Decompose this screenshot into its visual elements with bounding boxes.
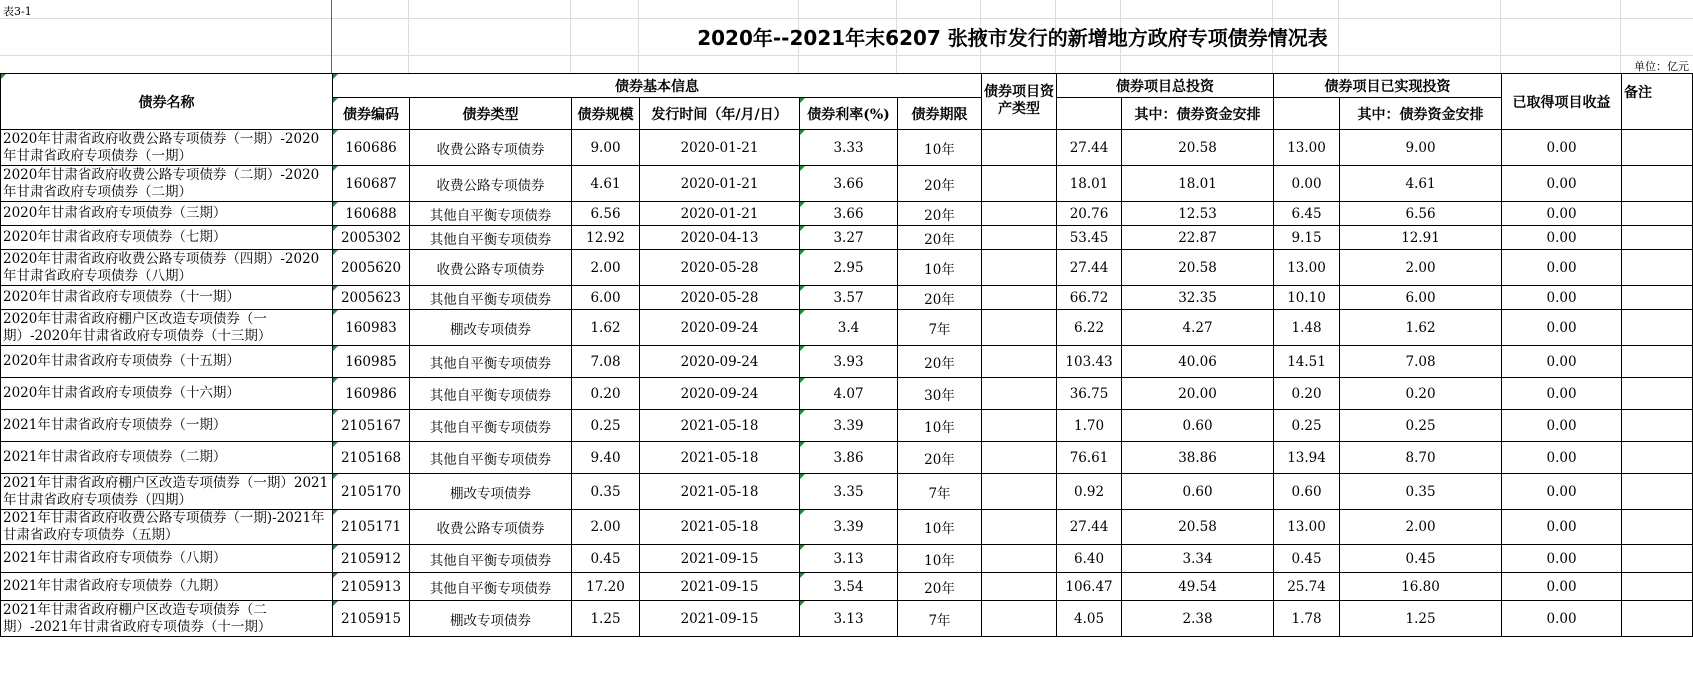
- table-row: [1, 410, 1693, 442]
- cell-total-invest: 66.72: [1057, 286, 1122, 310]
- cell-scale: 6.00: [572, 286, 640, 310]
- cell-note: [1622, 286, 1693, 310]
- cell-total-invest-bond: 2.38: [1122, 601, 1274, 637]
- cell-note: [1622, 166, 1693, 202]
- cell-note: [1622, 545, 1693, 573]
- header-total-invest-sub: 其中：债券资金安排: [1122, 98, 1274, 130]
- header-asset-type: 债券项目资产类型: [982, 74, 1057, 130]
- cell-realized-invest-bond: 9.00: [1340, 130, 1502, 166]
- cell-asset-type: [982, 573, 1057, 601]
- cell-date: 2020-09-24: [640, 310, 800, 346]
- cell-income: 0.00: [1502, 410, 1622, 442]
- cell-rate: 3.54: [800, 573, 898, 601]
- cell-date: 2021-09-15: [640, 573, 800, 601]
- table-row: [1, 510, 1693, 545]
- cell-total-invest: 103.43: [1057, 346, 1122, 378]
- cell-realized-invest: 1.78: [1274, 601, 1340, 637]
- cell-name: 2021年甘肃省政府收费公路专项债券（一期)-2021年甘肃省政府专项债券（五期）: [1, 510, 333, 545]
- cell-term: 20年: [898, 346, 982, 378]
- cell-name: 2020年甘肃省政府专项债券（七期）: [1, 226, 333, 250]
- cell-term: 20年: [898, 442, 982, 474]
- table-row: [1, 250, 1693, 286]
- cell-code: 2105167: [333, 410, 410, 442]
- cell-total-invest-bond: 12.53: [1122, 202, 1274, 226]
- cell-realized-invest: 13.00: [1274, 510, 1340, 545]
- cell-term: 20年: [898, 286, 982, 310]
- cell-date: 2020-01-21: [640, 202, 800, 226]
- cell-realized-invest: 0.00: [1274, 166, 1340, 202]
- cell-type: 其他自平衡专项债券: [410, 286, 572, 310]
- cell-realized-invest-bond: 0.35: [1340, 474, 1502, 510]
- cell-asset-type: [982, 130, 1057, 166]
- cell-date: 2021-05-18: [640, 474, 800, 510]
- cell-income: 0.00: [1502, 442, 1622, 474]
- cell-scale: 7.08: [572, 346, 640, 378]
- table-row: [1, 573, 1693, 601]
- cell-realized-invest-bond: 1.62: [1340, 310, 1502, 346]
- cell-income: 0.00: [1502, 545, 1622, 573]
- cell-code: 2005620: [333, 250, 410, 286]
- cell-rate: 3.35: [800, 474, 898, 510]
- cell-name: 2020年甘肃省政府专项债券（三期）: [1, 202, 333, 226]
- cell-total-invest-bond: 18.01: [1122, 166, 1274, 202]
- cell-realized-invest: 6.45: [1274, 202, 1340, 226]
- cell-type: 其他自平衡专项债券: [410, 378, 572, 410]
- cell-term: 10年: [898, 545, 982, 573]
- cell-type: 棚改专项债券: [410, 474, 572, 510]
- cell-realized-invest: 14.51: [1274, 346, 1340, 378]
- cell-note: [1622, 130, 1693, 166]
- cell-income: 0.00: [1502, 130, 1622, 166]
- cell-type: 收费公路专项债券: [410, 166, 572, 202]
- cell-rate: 3.57: [800, 286, 898, 310]
- cell-asset-type: [982, 545, 1057, 573]
- cell-name: 2021年甘肃省政府专项债券（一期）: [1, 410, 333, 442]
- cell-type: 收费公路专项债券: [410, 510, 572, 545]
- cell-total-invest: 76.61: [1057, 442, 1122, 474]
- cell-name: 2020年甘肃省政府专项债券（十一期）: [1, 286, 333, 310]
- cell-date: 2020-01-21: [640, 166, 800, 202]
- cell-asset-type: [982, 442, 1057, 474]
- cell-total-invest-bond: 40.06: [1122, 346, 1274, 378]
- cell-code: 160688: [333, 202, 410, 226]
- cell-date: 2021-05-18: [640, 442, 800, 474]
- cell-scale: 0.35: [572, 474, 640, 510]
- bond-table-body: [1, 130, 1693, 637]
- cell-asset-type: [982, 346, 1057, 378]
- cell-realized-invest-bond: 1.25: [1340, 601, 1502, 637]
- cell-type: 其他自平衡专项债券: [410, 573, 572, 601]
- cell-total-invest-bond: 0.60: [1122, 474, 1274, 510]
- cell-total-invest: 6.22: [1057, 310, 1122, 346]
- cell-term: 30年: [898, 378, 982, 410]
- cell-asset-type: [982, 286, 1057, 310]
- header-note: 备注: [1622, 74, 1693, 130]
- table-row: [1, 202, 1693, 226]
- cell-name: 2021年甘肃省政府专项债券（八期）: [1, 545, 333, 573]
- cell-name: 2021年甘肃省政府专项债券（九期）: [1, 573, 333, 601]
- cell-rate: 3.93: [800, 346, 898, 378]
- cell-date: 2021-09-15: [640, 545, 800, 573]
- cell-date: 2021-05-18: [640, 510, 800, 545]
- cell-code: 160687: [333, 166, 410, 202]
- cell-name: 2021年甘肃省政府专项债券（二期）: [1, 442, 333, 474]
- cell-rate: 3.39: [800, 510, 898, 545]
- cell-asset-type: [982, 202, 1057, 226]
- cell-rate: 3.13: [800, 601, 898, 637]
- cell-code: 160983: [333, 310, 410, 346]
- table-row: [1, 346, 1693, 378]
- table-row: [1, 286, 1693, 310]
- cell-date: 2020-01-21: [640, 130, 800, 166]
- cell-realized-invest: 25.74: [1274, 573, 1340, 601]
- cell-realized-invest: 13.00: [1274, 250, 1340, 286]
- table-row: [1, 442, 1693, 474]
- cell-realized-invest: 10.10: [1274, 286, 1340, 310]
- cell-total-invest: 0.92: [1057, 474, 1122, 510]
- table-row: [1, 130, 1693, 166]
- cell-total-invest: 20.76: [1057, 202, 1122, 226]
- cell-rate: 3.13: [800, 545, 898, 573]
- cell-realized-invest-bond: 7.08: [1340, 346, 1502, 378]
- header-scale: 债券规模: [572, 98, 640, 130]
- cell-realized-invest: 0.25: [1274, 410, 1340, 442]
- cell-total-invest: 36.75: [1057, 378, 1122, 410]
- cell-scale: 12.92: [572, 226, 640, 250]
- header-total-invest: 债券项目总投资: [1057, 74, 1274, 98]
- cell-code: 2105171: [333, 510, 410, 545]
- cell-name: 2020年甘肃省政府收费公路专项债券（四期）-2020年甘肃省政府专项债券（八期）: [1, 250, 333, 286]
- cell-realized-invest: 0.45: [1274, 545, 1340, 573]
- cell-rate: 2.95: [800, 250, 898, 286]
- cell-scale: 9.00: [572, 130, 640, 166]
- header-total-invest-empty: [1057, 98, 1122, 130]
- cell-rate: 3.66: [800, 166, 898, 202]
- cell-income: 0.00: [1502, 202, 1622, 226]
- cell-note: [1622, 378, 1693, 410]
- cell-total-invest-bond: 0.60: [1122, 410, 1274, 442]
- cell-total-invest-bond: 3.34: [1122, 545, 1274, 573]
- cell-term: 10年: [898, 250, 982, 286]
- cell-realized-invest-bond: 2.00: [1340, 250, 1502, 286]
- cell-income: 0.00: [1502, 474, 1622, 510]
- cell-total-invest: 27.44: [1057, 510, 1122, 545]
- cell-realized-invest: 13.94: [1274, 442, 1340, 474]
- cell-scale: 2.00: [572, 250, 640, 286]
- cell-total-invest-bond: 38.86: [1122, 442, 1274, 474]
- cell-income: 0.00: [1502, 310, 1622, 346]
- cell-total-invest-bond: 22.87: [1122, 226, 1274, 250]
- cell-code: 2105915: [333, 601, 410, 637]
- cell-rate: 3.27: [800, 226, 898, 250]
- cell-scale: 9.40: [572, 442, 640, 474]
- header-realized-invest: 债券项目已实现投资: [1274, 74, 1502, 98]
- cell-realized-invest-bond: 0.25: [1340, 410, 1502, 442]
- cell-income: 0.00: [1502, 286, 1622, 310]
- table-row: [1, 166, 1693, 202]
- cell-realized-invest-bond: 12.91: [1340, 226, 1502, 250]
- cell-realized-invest-bond: 4.61: [1340, 166, 1502, 202]
- cell-income: 0.00: [1502, 573, 1622, 601]
- cell-note: [1622, 573, 1693, 601]
- cell-date: 2021-05-18: [640, 410, 800, 442]
- cell-scale: 1.62: [572, 310, 640, 346]
- cell-name: 2021年甘肃省政府棚户区改造专项债券（一期）2021年甘肃省政府专项债券（四期）: [1, 474, 333, 510]
- cell-scale: 17.20: [572, 573, 640, 601]
- table-row: [1, 226, 1693, 250]
- cell-asset-type: [982, 250, 1057, 286]
- cell-total-invest: 53.45: [1057, 226, 1122, 250]
- cell-asset-type: [982, 226, 1057, 250]
- cell-total-invest: 4.05: [1057, 601, 1122, 637]
- header-name: 债券名称: [1, 74, 333, 130]
- bond-table: [0, 73, 1693, 637]
- cell-total-invest-bond: 20.58: [1122, 250, 1274, 286]
- cell-code: 2005623: [333, 286, 410, 310]
- cell-date: 2020-09-24: [640, 346, 800, 378]
- cell-note: [1622, 442, 1693, 474]
- header-realized-invest-empty: [1274, 98, 1340, 130]
- cell-asset-type: [982, 410, 1057, 442]
- cell-note: [1622, 250, 1693, 286]
- cell-name: 2021年甘肃省政府棚户区改造专项债券（二期）-2021年甘肃省政府专项债券（十一期）: [1, 601, 333, 637]
- cell-code: 160986: [333, 378, 410, 410]
- cell-income: 0.00: [1502, 601, 1622, 637]
- cell-code: 2105168: [333, 442, 410, 474]
- cell-term: 10年: [898, 410, 982, 442]
- cell-date: 2021-09-15: [640, 601, 800, 637]
- cell-realized-invest-bond: 6.00: [1340, 286, 1502, 310]
- cell-realized-invest-bond: 0.20: [1340, 378, 1502, 410]
- header-realized-invest-sub: 其中：债券资金安排: [1340, 98, 1502, 130]
- cell-income: 0.00: [1502, 378, 1622, 410]
- cell-income: 0.00: [1502, 250, 1622, 286]
- cell-note: [1622, 474, 1693, 510]
- cell-income: 0.00: [1502, 226, 1622, 250]
- cell-realized-invest-bond: 2.00: [1340, 510, 1502, 545]
- cell-scale: 0.20: [572, 378, 640, 410]
- cell-total-invest-bond: 20.00: [1122, 378, 1274, 410]
- cell-total-invest: 27.44: [1057, 130, 1122, 166]
- cell-term: 20年: [898, 166, 982, 202]
- cell-type: 其他自平衡专项债券: [410, 545, 572, 573]
- cell-type: 棚改专项债券: [410, 601, 572, 637]
- header-basic-info: 债券基本信息: [333, 74, 982, 98]
- cell-rate: 3.33: [800, 130, 898, 166]
- cell-name: 2020年甘肃省政府专项债券（十五期）: [1, 346, 333, 378]
- cell-realized-invest: 9.15: [1274, 226, 1340, 250]
- cell-code: 2105170: [333, 474, 410, 510]
- cell-term: 20年: [898, 226, 982, 250]
- cell-asset-type: [982, 474, 1057, 510]
- cell-code: 160985: [333, 346, 410, 378]
- cell-total-invest: 27.44: [1057, 250, 1122, 286]
- header-income: 已取得项目收益: [1502, 74, 1622, 130]
- cell-total-invest-bond: 49.54: [1122, 573, 1274, 601]
- cell-type: 收费公路专项债券: [410, 130, 572, 166]
- sheet-id-label: 表3-1: [3, 5, 32, 18]
- cell-realized-invest-bond: 16.80: [1340, 573, 1502, 601]
- cell-code: 2005302: [333, 226, 410, 250]
- cell-type: 其他自平衡专项债券: [410, 442, 572, 474]
- cell-scale: 4.61: [572, 166, 640, 202]
- cell-term: 10年: [898, 130, 982, 166]
- cell-term: 7年: [898, 310, 982, 346]
- cell-type: 收费公路专项债券: [410, 250, 572, 286]
- cell-realized-invest-bond: 0.45: [1340, 545, 1502, 573]
- cell-income: 0.00: [1502, 510, 1622, 545]
- cell-realized-invest: 0.60: [1274, 474, 1340, 510]
- cell-scale: 1.25: [572, 601, 640, 637]
- table-row: [1, 545, 1693, 573]
- cell-term: 10年: [898, 510, 982, 545]
- cell-term: 20年: [898, 202, 982, 226]
- cell-realized-invest: 13.00: [1274, 130, 1340, 166]
- header-term: 债券期限: [898, 98, 982, 130]
- cell-name: 2020年甘肃省政府棚户区改造专项债券（一期）-2020年甘肃省政府专项债券（十三期）: [1, 310, 333, 346]
- cell-date: 2020-05-28: [640, 286, 800, 310]
- header-issue-date: 发行时间（年/月/日）: [640, 98, 800, 130]
- cell-income: 0.00: [1502, 346, 1622, 378]
- cell-date: 2020-05-28: [640, 250, 800, 286]
- header-rate: 债券利率(%): [800, 98, 898, 130]
- cell-income: 0.00: [1502, 166, 1622, 202]
- page-title: 2020年--2021年末6207 张掖市发行的新增地方政府专项债券情况表: [697, 26, 1328, 50]
- cell-code: 2105913: [333, 573, 410, 601]
- cell-asset-type: [982, 601, 1057, 637]
- cell-asset-type: [982, 378, 1057, 410]
- cell-rate: 3.86: [800, 442, 898, 474]
- cell-type: 其他自平衡专项债券: [410, 346, 572, 378]
- cell-scale: 6.56: [572, 202, 640, 226]
- cell-total-invest: 106.47: [1057, 573, 1122, 601]
- cell-type: 其他自平衡专项债券: [410, 410, 572, 442]
- cell-type: 棚改专项债券: [410, 310, 572, 346]
- cell-scale: 0.25: [572, 410, 640, 442]
- cell-date: 2020-04-13: [640, 226, 800, 250]
- cell-term: 7年: [898, 601, 982, 637]
- cell-realized-invest: 0.20: [1274, 378, 1340, 410]
- cell-asset-type: [982, 166, 1057, 202]
- cell-note: [1622, 310, 1693, 346]
- cell-term: 20年: [898, 573, 982, 601]
- cell-rate: 4.07: [800, 378, 898, 410]
- cell-name: 2020年甘肃省政府专项债券（十六期）: [1, 378, 333, 410]
- cell-rate: 3.39: [800, 410, 898, 442]
- cell-note: [1622, 601, 1693, 637]
- table-row: [1, 310, 1693, 346]
- cell-date: 2020-09-24: [640, 378, 800, 410]
- cell-total-invest: 6.40: [1057, 545, 1122, 573]
- table-row: [1, 378, 1693, 410]
- cell-code: 2105912: [333, 545, 410, 573]
- cell-term: 7年: [898, 474, 982, 510]
- cell-name: 2020年甘肃省政府收费公路专项债券（一期）-2020年甘肃省政府专项债券（一期）: [1, 130, 333, 166]
- cell-realized-invest-bond: 8.70: [1340, 442, 1502, 474]
- cell-rate: 3.66: [800, 202, 898, 226]
- cell-realized-invest-bond: 6.56: [1340, 202, 1502, 226]
- cell-rate: 3.4: [800, 310, 898, 346]
- cell-asset-type: [982, 310, 1057, 346]
- cell-scale: 0.45: [572, 545, 640, 573]
- header-code: 债券编码: [333, 98, 410, 130]
- cell-total-invest: 1.70: [1057, 410, 1122, 442]
- cell-total-invest: 18.01: [1057, 166, 1122, 202]
- cell-note: [1622, 410, 1693, 442]
- cell-total-invest-bond: 20.58: [1122, 510, 1274, 545]
- cell-total-invest-bond: 4.27: [1122, 310, 1274, 346]
- cell-name: 2020年甘肃省政府收费公路专项债券（二期）-2020年甘肃省政府专项债券（二期）: [1, 166, 333, 202]
- cell-note: [1622, 202, 1693, 226]
- table-row: [1, 474, 1693, 510]
- cell-scale: 2.00: [572, 510, 640, 545]
- cell-type: 其他自平衡专项债券: [410, 226, 572, 250]
- table-row: [1, 601, 1693, 637]
- cell-total-invest-bond: 32.35: [1122, 286, 1274, 310]
- cell-asset-type: [982, 510, 1057, 545]
- cell-note: [1622, 510, 1693, 545]
- cell-total-invest-bond: 20.58: [1122, 130, 1274, 166]
- cell-code: 160686: [333, 130, 410, 166]
- header-type: 债券类型: [410, 98, 572, 130]
- cell-note: [1622, 346, 1693, 378]
- cell-type: 其他自平衡专项债券: [410, 202, 572, 226]
- cell-realized-invest: 1.48: [1274, 310, 1340, 346]
- unit-label: 单位：亿元: [1634, 60, 1689, 73]
- cell-note: [1622, 226, 1693, 250]
